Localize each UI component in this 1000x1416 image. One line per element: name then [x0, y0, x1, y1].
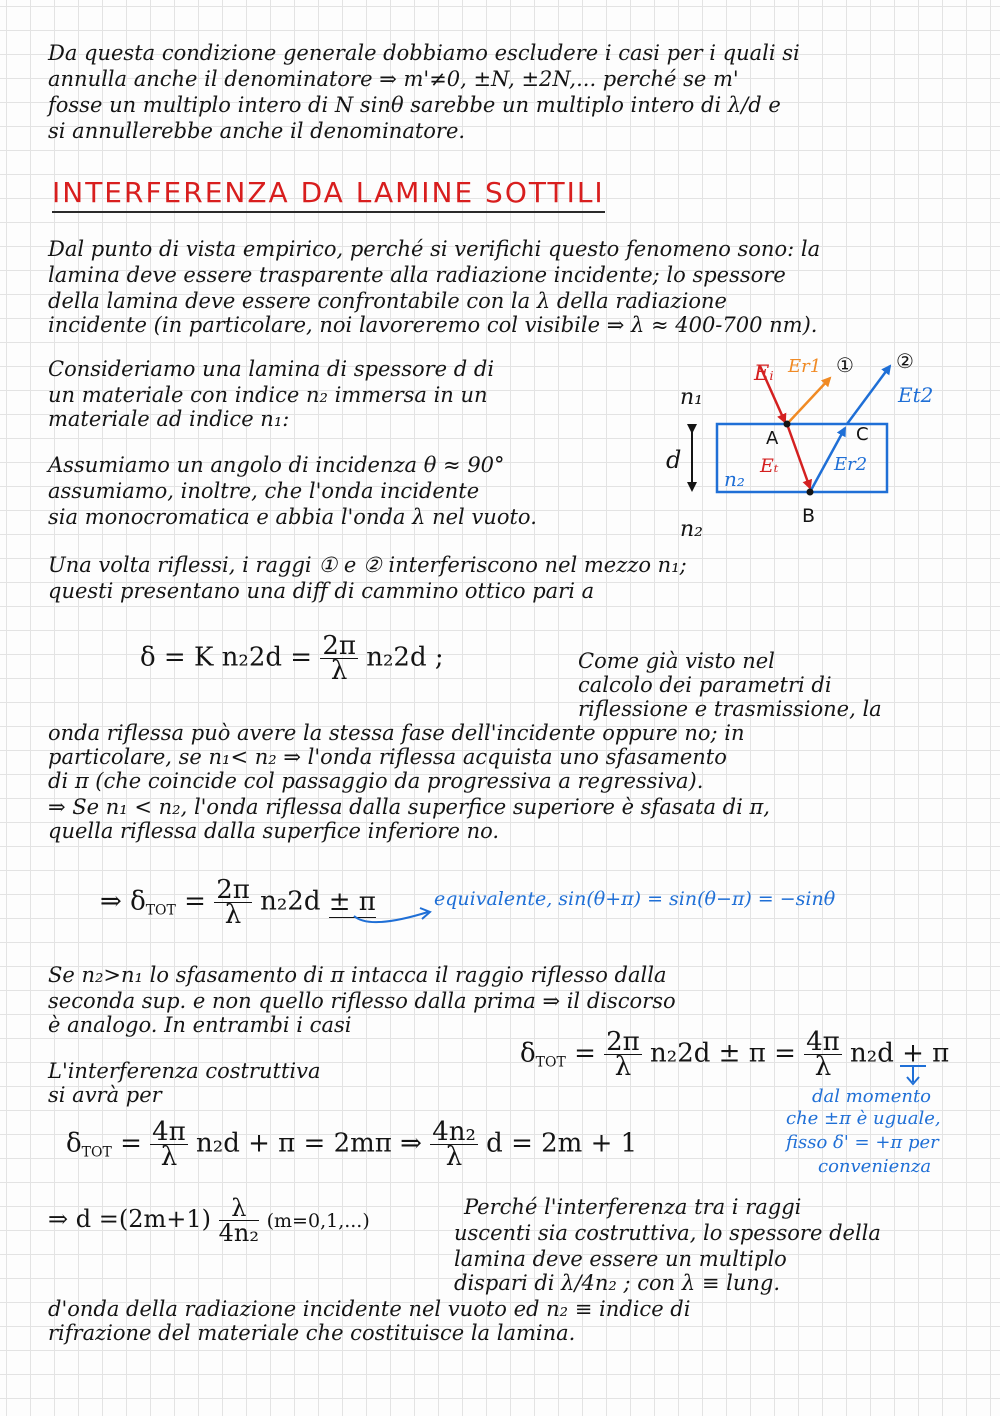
empirical-line-4: incidente (in particolare, noi lavoreremo col visibile ⇒ λ ≈ 400-700 nm).	[48, 313, 818, 337]
label-circle-1: ①	[836, 353, 854, 377]
label-Ei: Eᵢ	[754, 361, 774, 385]
label-Er2: Er2	[834, 454, 868, 475]
section-title: INTERFERENZA DA LAMINE SOTTILI	[52, 176, 605, 213]
phase-line-5: quella riflessa dalla superfice inferiore no.	[48, 819, 500, 843]
eq4-delta: δ	[66, 1128, 82, 1159]
eq3-fraction-2	[804, 1027, 842, 1082]
eq2-pm: ± π	[328, 886, 376, 917]
eq4-sub: TOT	[81, 1144, 112, 1161]
phase-line-1: onda riflessa può avere la stessa fase dell'incidente oppure no; in	[48, 721, 745, 745]
phase-line-3: di π (che coincide col passaggio da progressiva a regressiva).	[48, 769, 704, 793]
blue-note-line-1: dal momento	[812, 1086, 932, 1107]
eq2-delta: δ	[130, 886, 146, 917]
eq4-end: d = 2m + 1	[486, 1128, 638, 1159]
label-C: C	[856, 424, 869, 445]
eq1-rhs: n₂2d ;	[366, 642, 444, 673]
eq3-fraction-1	[604, 1027, 642, 1082]
eq3-delta: δ	[520, 1038, 536, 1069]
eq2-fraction	[214, 875, 252, 930]
eq4-num2: 4n₂	[432, 1117, 476, 1147]
final-line-5: d'onda della radiazione incidente nel vuoto ed n₂ ≡ indice di	[48, 1297, 691, 1321]
label-Et2: Et2	[898, 383, 934, 407]
constructive-line-2: si avrà per	[48, 1083, 162, 1107]
final-line-3: lamina deve essere un multiplo	[454, 1247, 787, 1271]
label-circle-2: ②	[896, 349, 914, 373]
reflected-line-1: Una volta riflessi, i raggi ① e ② interferiscono nel mezzo n₁;	[48, 553, 687, 577]
final-line-6: rifrazione del materiale che costituisce la lamina.	[48, 1321, 576, 1345]
n2gt-line-2: seconda sup. e non quello riflesso dalla prima ⇒ il discorso	[48, 989, 676, 1013]
eq2-sub: TOT	[145, 902, 176, 919]
eq1-lhs: δ = K n₂2d =	[140, 642, 313, 673]
eq5-num: λ	[219, 1196, 259, 1221]
eq1-den: λ	[330, 656, 348, 686]
equation-optical-path	[140, 631, 444, 686]
asseen-line-2: calcolo dei parametri di	[578, 673, 832, 697]
eq5-fraction	[219, 1196, 259, 1245]
label-Et: Eₜ	[760, 455, 779, 477]
final-line-2: uscenti sia costruttiva, lo spessore della	[454, 1221, 881, 1245]
eq4-fraction-1	[150, 1117, 188, 1172]
intro-line-4: si annullerebbe anche il denominatore.	[48, 119, 466, 143]
phase-line-2: particolare, se n₁< n₂ ⇒ l'onda riflessa acquista uno sfasamento	[48, 745, 727, 769]
assume-line-3: sia monocromatica e abbia l'onda λ nel vuoto.	[48, 505, 537, 529]
empirical-line-1: Dal punto di vista empirico, perché si verifichi questo fenomeno sono: la	[48, 237, 821, 261]
equivalence-note: equivalente, sin(θ+π) = sin(θ−π) = −sinθ	[434, 888, 836, 910]
label-A: A	[766, 428, 779, 449]
consider-line-3: materiale ad indice n₁:	[48, 407, 290, 431]
final-line-4: dispari di λ/4n₂ ; con λ ≡ lung.	[454, 1271, 781, 1295]
eq4-num1: 4π	[152, 1117, 186, 1147]
eq4-fraction-2	[430, 1117, 478, 1172]
eq2-eqsign: =	[184, 886, 206, 917]
intro-line-1: Da questa condizione generale dobbiamo escludere i casi per i quali si	[48, 41, 800, 65]
phase-line-4: ⇒ Se n₁ < n₂, l'onda riflessa dalla superfice superiore è sfasata di π,	[48, 795, 770, 819]
point-B	[807, 489, 814, 496]
reflected-ray-1	[787, 378, 830, 424]
eq5-den: 4n₂	[218, 1219, 259, 1247]
blue-note-line-2: che ±π è uguale,	[786, 1108, 941, 1129]
eq5-cond: (m=0,1,...)	[266, 1210, 370, 1232]
eq4-mid: n₂d + π = 2mπ ⇒	[196, 1128, 422, 1159]
eq4-den1: λ	[160, 1142, 178, 1172]
label-B: B	[802, 505, 816, 527]
empirical-line-3: della lamina deve essere confrontabile con la λ della radiazione	[48, 289, 727, 313]
label-d: d	[666, 446, 682, 474]
eq2-rest: n₂2d	[260, 886, 321, 917]
eq3-num1: 2π	[606, 1027, 640, 1057]
constructive-line-1: L'interferenza costruttiva	[48, 1059, 321, 1083]
point-A	[784, 421, 791, 428]
eq5-lhs: ⇒ d =(2m+1)	[48, 1205, 211, 1233]
equation-constructive	[66, 1117, 638, 1172]
label-n2-below: n₂	[680, 517, 703, 542]
transmitted-ray	[787, 424, 810, 488]
eq3-den1: λ	[614, 1052, 632, 1082]
reflected-line-2: questi presentano una diff di cammino ottico pari a	[48, 579, 595, 603]
eq3-sub: TOT	[535, 1054, 566, 1071]
eq3-mid: n₂2d ± π =	[650, 1038, 796, 1069]
final-line-1: Perché l'interferenza tra i raggi	[464, 1195, 802, 1219]
asseen-line-1: Come già visto nel	[578, 649, 775, 673]
equation-delta-tot	[100, 875, 376, 930]
consider-line-1: Consideriamo una lamina di spessore d di	[48, 357, 495, 381]
equation-delta-tot-2	[520, 1027, 950, 1082]
n2gt-line-3: è analogo. In entrambi i casi	[48, 1013, 352, 1037]
eq3-end: n₂d + π	[850, 1038, 950, 1069]
consider-line-2: un materiale con indice n₂ immersa in un	[48, 383, 488, 407]
eq1-fraction	[320, 631, 358, 686]
thin-film-diagram	[660, 340, 960, 550]
eq2-num: 2π	[216, 875, 250, 905]
eq3-eqsign: =	[574, 1038, 596, 1069]
eq2-arrow: ⇒	[100, 886, 122, 917]
eq1-num: 2π	[322, 631, 356, 661]
empirical-line-2: lamina deve essere trasparente alla radiazione incidente; lo spessore	[48, 263, 786, 287]
intro-line-2: annulla anche il denominatore ⇒ m'≠0, ±N, ±2N,... perché se m'	[48, 67, 739, 91]
n2gt-line-1: Se n₂>n₁ lo sfasamento di π intacca il raggio riflesso dalla	[48, 963, 667, 987]
assume-line-2: assumiamo, inoltre, che l'onda incidente	[48, 479, 480, 503]
equivalence-arrow	[350, 904, 440, 934]
eq4-eqsign: =	[120, 1128, 142, 1159]
label-Er1: Er1	[788, 356, 822, 377]
convenience-arrow	[898, 1062, 928, 1088]
intro-line-3: fosse un multiplo intero di N sinθ sarebbe un multiplo intero di λ/d e	[48, 93, 781, 117]
eq4-den2: λ	[445, 1142, 463, 1172]
eq2-den: λ	[224, 900, 242, 930]
eq3-num2: 4π	[806, 1027, 840, 1057]
label-n1: n₁	[680, 385, 703, 410]
assume-line-1: Assumiamo un angolo di incidenza θ ≈ 90°	[48, 453, 505, 477]
equation-thickness	[48, 1196, 370, 1245]
blue-note-line-4: convenienza	[818, 1156, 932, 1177]
blue-note-line-3: fisso δ' = +π per	[786, 1132, 939, 1153]
eq3-den2: λ	[814, 1052, 832, 1082]
asseen-line-3: riflessione e trasmissione, la	[578, 697, 882, 721]
label-n2-inside: n₂	[724, 467, 745, 491]
